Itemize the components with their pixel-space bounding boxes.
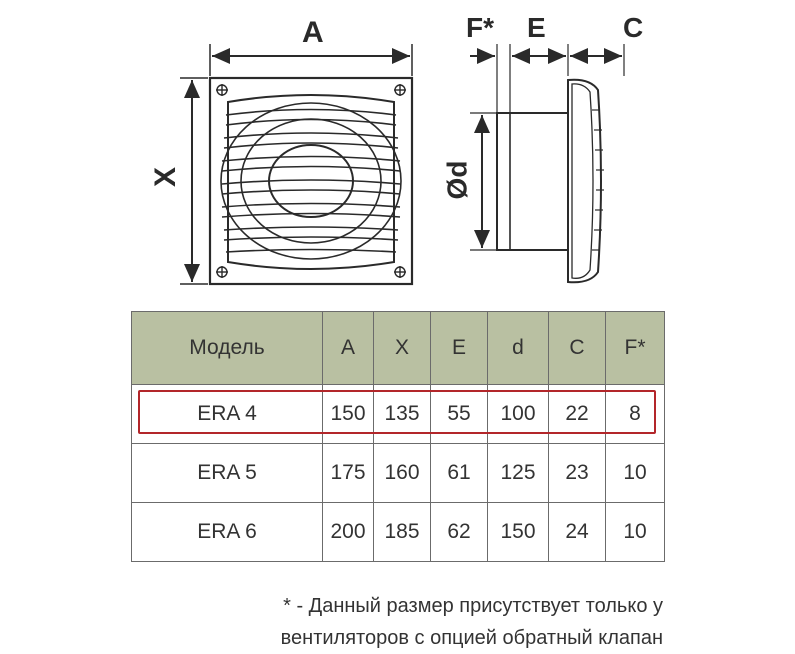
dimension-label-a: A (302, 16, 324, 49)
cell-d: 100 (488, 385, 549, 444)
cell-x: 185 (374, 503, 431, 562)
cell-model: ERA 5 (132, 444, 323, 503)
cell-a: 175 (323, 444, 374, 503)
cell-e: 62 (431, 503, 488, 562)
cell-f: 10 (606, 444, 665, 503)
header-d: d (488, 312, 549, 385)
header-f: F* (606, 312, 665, 385)
cell-model: ERA 6 (132, 503, 323, 562)
footnote-line-2: вентиляторов с опцией обратный клапан (280, 627, 663, 649)
cell-c: 22 (549, 385, 606, 444)
cell-f: 8 (606, 385, 665, 444)
front-view-drawing (180, 44, 412, 284)
cell-d: 150 (488, 503, 549, 562)
table-row (132, 444, 665, 503)
side-view-drawing (470, 44, 624, 282)
cell-c: 23 (549, 444, 606, 503)
table-row (132, 503, 665, 562)
cell-f: 10 (606, 503, 665, 562)
cell-x: 135 (374, 385, 431, 444)
dimension-label-e: E (527, 12, 546, 43)
cell-d: 125 (488, 444, 549, 503)
dimension-label-c: C (623, 12, 644, 43)
cell-c: 24 (549, 503, 606, 562)
table-header-row (132, 312, 665, 385)
cell-e: 61 (431, 444, 488, 503)
header-e: E (431, 312, 488, 385)
table-row (132, 385, 665, 444)
footnote (281, 590, 663, 654)
cell-model: ERA 4 (132, 385, 323, 444)
header-c: C (549, 312, 606, 385)
cell-x: 160 (374, 444, 431, 503)
header-model: Модель (132, 312, 323, 385)
cell-a: 150 (323, 385, 374, 444)
dimension-label-f: F* (466, 12, 494, 43)
dimension-label-x: X (149, 166, 183, 188)
dimensions-table (131, 311, 665, 562)
dimension-label-d: Ød (441, 160, 473, 200)
technical-drawings (0, 0, 795, 300)
footnote-line-1: * - Данный размер присутствует только у (283, 595, 663, 617)
cell-e: 55 (431, 385, 488, 444)
header-x: X (374, 312, 431, 385)
header-a: A (323, 312, 374, 385)
cell-a: 200 (323, 503, 374, 562)
